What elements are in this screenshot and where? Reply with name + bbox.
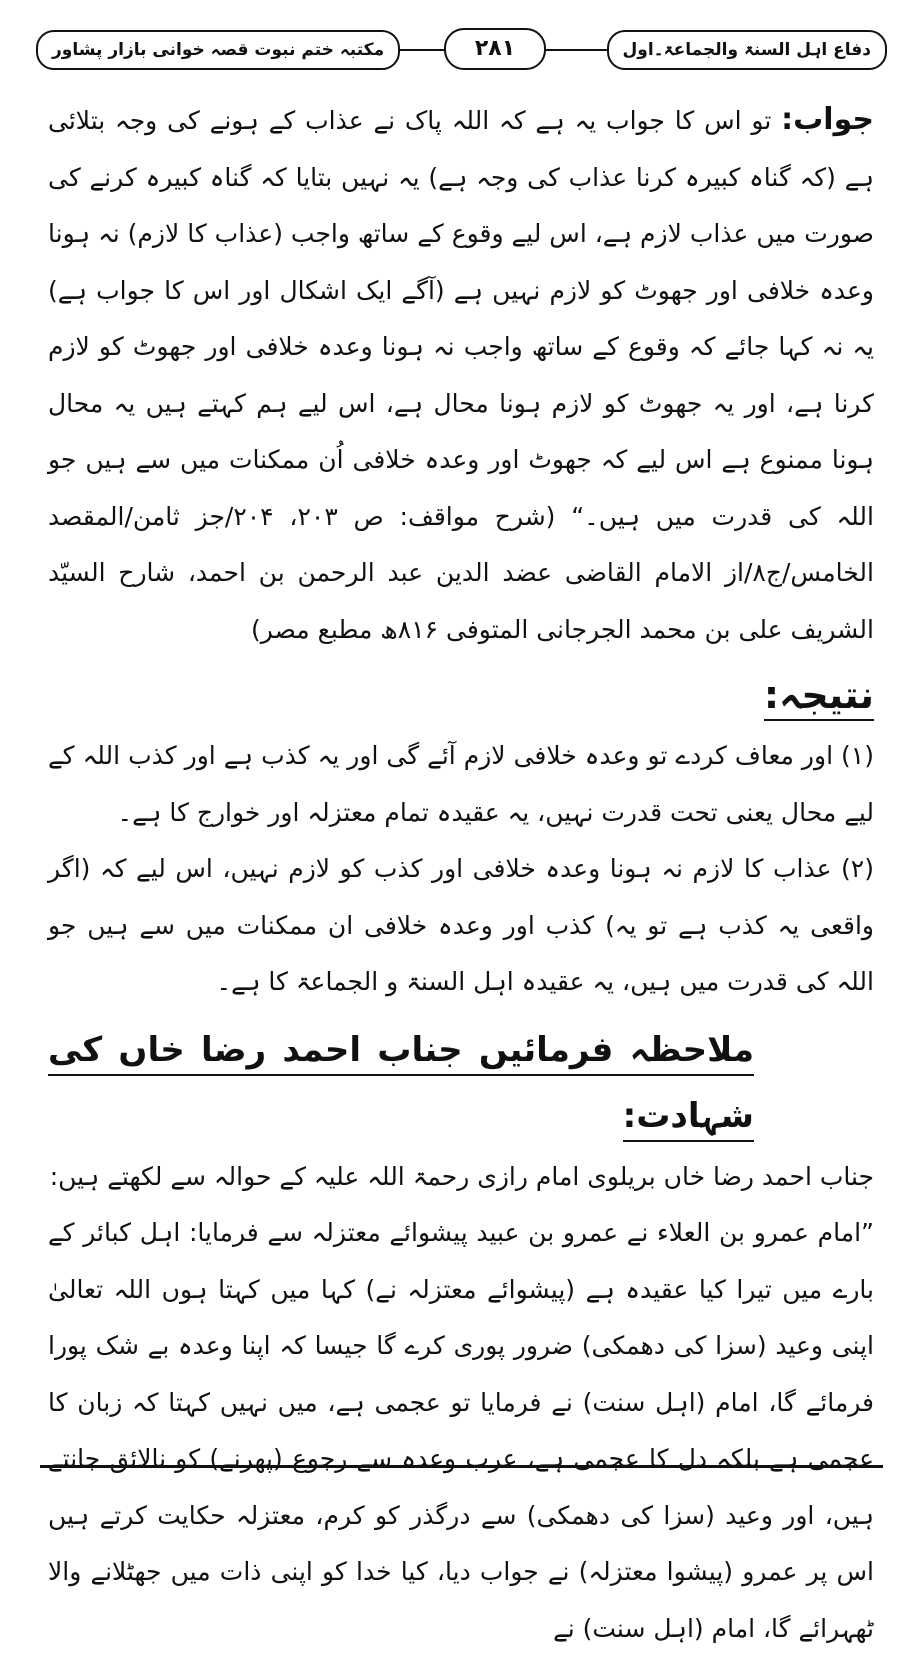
testimony-intro: جناب احمد رضا خاں بریلوی امام رازی رحمۃ اللہ علیہ کے حوالہ سے لکھتے ہیں:: [49, 1161, 874, 1191]
testimony-quote: ”امام عمرو بن العلاء نے عمرو بن عبید پیشوائے معتزلہ سے فرمایا: اہل کبائر کے بارے میں تیرا کیا عقیدہ ہے (پیشوائے معتزلہ نے) کہا میں کہتا ہوں اللہ تعالیٰ اپنی وعید (سزا کی دھمکی) ضرور پوری کرے گا جیسا کہ اپنا وعدہ بے شک پورا فرمائے گا، امام (اہل سنت) نے فرمایا تو عجمی ہے، میں نہیں کہتا کہ زبان کا عجمی ہے بلکہ دل کا عجمی ہے، عرب وعدہ سے رجوع (پھرنے) کو نالائق جانتے ہیں، اور وعید (سزا کی دھمکی) سے درگذر کو کرم، معتزلہ حکایت کرتے ہیں اس پر عمرو (پیشوا معتزلہ) نے جواب دیا، کیا خدا کو اپنی ذات میں جھٹلانے والا ٹھہرائے گا، امام (اہل سنت) نے: [48, 1218, 874, 1643]
publisher-name: مکتبہ ختم نبوت قصہ خوانی بازار پشاور: [36, 30, 400, 70]
result-heading: نتیجہ:: [48, 662, 874, 728]
page-number: ۲۸۱: [444, 28, 546, 70]
page-body: [48, 92, 874, 1657]
answer-paragraph: [48, 92, 874, 658]
result-point-1: (۱) اور معاف کردے تو وعدہ خلافی لازم آئے گی اور یہ کذب ہے اور کذب اللہ کے لیے محال یعنی تحت قدرت نہیں، یہ عقیدہ تمام معتزلہ اور خوارج کا ہے۔: [48, 741, 874, 827]
answer-lead: جواب:: [781, 102, 874, 137]
testimony-heading: ملاحظہ فرمائیں جناب احمد رضا خاں کی شہادت:: [48, 1017, 874, 1149]
result-point-2: (۲) عذاب کا لازم نہ ہونا وعدہ خلافی اور کذب کو لازم نہیں، اس لیے کہ (اگر واقعی یہ کذب ہے تو یہ) کذب اور وعدہ خلافی ان ممکنات میں سے ہیں جو اللہ کی قدرت میں ہیں، یہ عقیدہ اہل السنۃ و الجماعۃ کا ہے۔: [48, 854, 874, 996]
page-header: [36, 28, 887, 72]
footer-rule: [40, 1465, 883, 1468]
book-title: دفاع اہل السنۃ والجماعۃ۔اول: [607, 30, 887, 70]
answer-text: تو اس کا جواب یہ ہے کہ اللہ پاک نے عذاب کے ہونے کی وجہ بتلائی ہے (کہ گناہ کبیرہ کرنا عذاب کی وجہ ہے) یہ نہیں بتایا کہ گناہ کبیرہ کرنے کی صورت میں عذاب لازم ہے، اس لیے وقوع کے ساتھ واجب (عذاب کا لازم) نہ ہونا وعدہ خلافی اور جھوٹ کو لازم نہیں ہے (آگے ایک اشکال اور اس کا جواب ہے) یہ نہ کہا جائے کہ وقوع کے ساتھ واجب نہ ہونا وعدہ خلافی اور جھوٹ کو لازم کرنا ہے، اور یہ جھوٹ کو لازم ہونا محال ہے، اس لیے ہم کہتے ہیں یہ محال ہونا ممنوع ہے اس لیے کہ جھوٹ اور وعدہ خلافی اُن ممکنات میں سے ہیں جو اللہ کی قدرت میں ہیں۔“ (شرح مواقف: ص ۲۰۳، ۲۰۴/جز ثامن/المقصد الخامس/ج۸/از الامام القاضی عضد الدین عبد الرحمن بن احمد، شارح السیّد الشریف علی بن محمد الجرجانی المتوفی ۸۱۶ھ مطبع مصر): [48, 106, 874, 644]
